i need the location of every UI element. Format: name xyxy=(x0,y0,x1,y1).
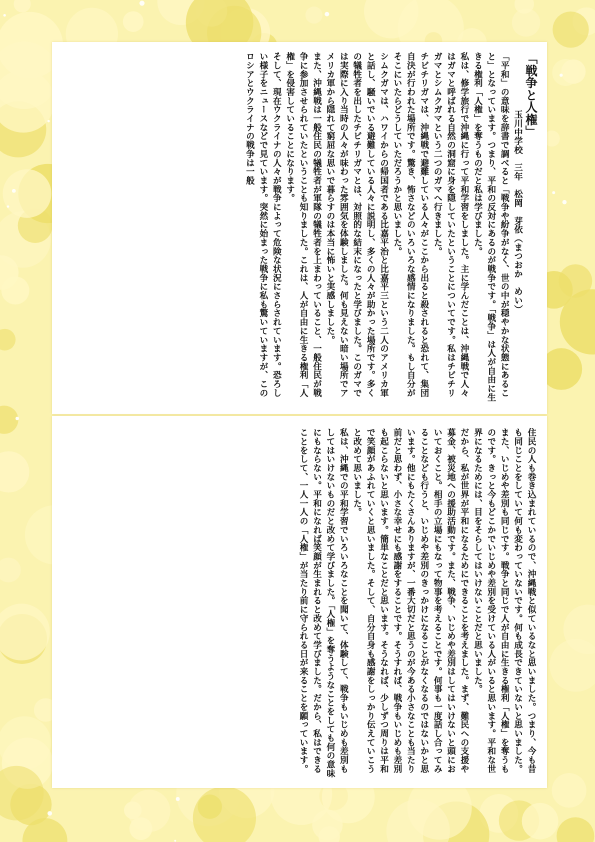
essay-column-top xyxy=(57,52,537,404)
sparkle xyxy=(325,12,330,17)
paragraph: また、沖縄戦は一般住民の犠牲者が軍隊の犠牲者を上まわっていること、一般住民が戦争に参加させられていたということも知りました。これは、人が自由に生きる権利「人権」を侵害していることになります。 xyxy=(284,52,322,398)
sparkle xyxy=(562,200,566,204)
bokeh-circle xyxy=(124,801,142,819)
essay-column-bottom xyxy=(57,428,537,778)
bokeh-circle xyxy=(123,11,144,32)
sparkle xyxy=(16,417,19,420)
bokeh-circle xyxy=(0,716,51,770)
paragraph: 私は、沖縄での平和学習でいろいろなことを聞いて、体験して、戦争もいじめも差別もしてはいけないものだと改めて学びました。「人権」を奪うようなことをしても何の意味にもならない。平和になれば笑顔が生まれると改めて学びました。だから、私はできることをして、一人一人の「人権」が当たり前に守られる日が来ることを願っています。 xyxy=(298,428,349,778)
sparkle xyxy=(139,1,144,6)
sparkle xyxy=(47,811,52,816)
bokeh-circle xyxy=(559,264,592,297)
paragraph: だから、私が世界が平和になるためにできることを考えました。まず、難民への支援や募金、被災地への援助活動です。また、戦争、いじめや差別はしてはいけないと頭においておくこと。相手の立場にもなって物事を考えることです。何事も一度話し合ってみることなども行うと、いじめや差別のきっかけになることがなくなるのではないかと思います。他にもたくさんありますが、一番大切だと思うのが今ある小さなことも当たり前だと思わず、小さな幸せにも感謝をすることです。そうすれば、戦争もいじめも差別も起こらないと思います。簡単なことだと思います。そうなれば、少しずつ周りは平和で笑顔があふれていくと思いました。そして、自分自身も感謝をしっかり伝えていこうと改めて思いました。 xyxy=(351,428,469,774)
bokeh-circle xyxy=(14,0,31,12)
bokeh-circle xyxy=(3,169,52,218)
bokeh-circle xyxy=(557,817,595,842)
sparkle xyxy=(552,191,555,194)
sparkle xyxy=(560,74,563,77)
bokeh-circle xyxy=(552,59,579,86)
paragraph: 私は、修学旅行で沖縄に行って平和学習をしました。主に学んだことは、沖縄戦で人々はガマと呼ばれる自然の洞窟に身を隠していたということについてです。私はチビチリガマとシムクガマという二つのガマへ行きました。 xyxy=(432,52,469,398)
bokeh-circle xyxy=(305,7,322,24)
bokeh-circle xyxy=(522,803,559,840)
essay-title: 「戦争と人権」 xyxy=(524,52,538,138)
paragraph: チビチリガマは、沖縄戦で避難している人々がここから出ると殺されると恐れて、集団自決が行われた場所です。驚き、怖さなどのいろいろな感情になりました。もし自分がそこにいたらどうしていただろうかと思いました。 xyxy=(391,52,429,398)
bokeh-circle xyxy=(0,329,16,351)
bokeh-circle xyxy=(0,406,18,434)
bokeh-circle xyxy=(552,773,587,808)
paragraph: 「平和」の意味を辞書で調べると「戦争や紛争がなく、世の中が穏やかな状態にあること」となっています。つまり、平和の反対にあるのが戦争です。「戦争」は人が自由に生きる権利「人権」を奪うものだと私は学びました。 xyxy=(472,52,510,402)
bokeh-circle xyxy=(0,451,29,492)
bokeh-circle xyxy=(550,639,595,692)
sparkle xyxy=(7,205,9,207)
sparkle xyxy=(3,14,6,17)
bokeh-circle xyxy=(553,12,589,48)
sparkle xyxy=(176,797,180,801)
sparkle xyxy=(12,189,16,193)
paragraph: シムクガマは、ハワイからの帰国者である比嘉平治と比嘉平三という二人のアメリカ軍と話し、騒いでいる避難している人々に説明し、多くの人々が助かった場所です。多くの犠牲者を出したチビチリガマとは、対照的な結末になったと学びました。このガマでは実際に入り当時の人々が味わった雰囲気を体験しました。何も見えない暗い場所でアメリカ軍から隠れて窮屈な思いで暮らすのは本当に怖いと実感しました。 xyxy=(324,52,389,398)
essay-panel-top xyxy=(52,42,547,414)
bokeh-circle xyxy=(1,276,29,304)
paragraph: そして、現在ウクライナの人々が戦争によって危険な状況にさらされています。恐ろしい様子をニュースなどで見ています。突然に始まった戦争に私も驚いていますが、このロシアとウクライナの戦争は一般 xyxy=(244,52,282,398)
bokeh-circle xyxy=(0,558,21,583)
paragraph: 住民の人も巻き込まれているので、沖縄戦と似ているなと思いました。つまり、今も昔も同じことをしていて何も変わっていないです。何も成長できていないと思いました。 xyxy=(512,428,536,774)
sparkle xyxy=(47,120,49,122)
paragraph: また、いじめや差別も同じです。戦争と同じで人が自由に生きる権利「人権」を奪うものです。きっと今もどこかでいじめや差別を受けている人がいると思います。平和な世界になるためには、目をそらしてはいけないことだと思いました。 xyxy=(472,428,510,774)
bokeh-circle xyxy=(198,795,222,819)
essay-panel-bottom xyxy=(52,416,547,788)
author-line: 玉川中学校 三年 松岡 芽依（まつおか めい） xyxy=(512,110,523,314)
